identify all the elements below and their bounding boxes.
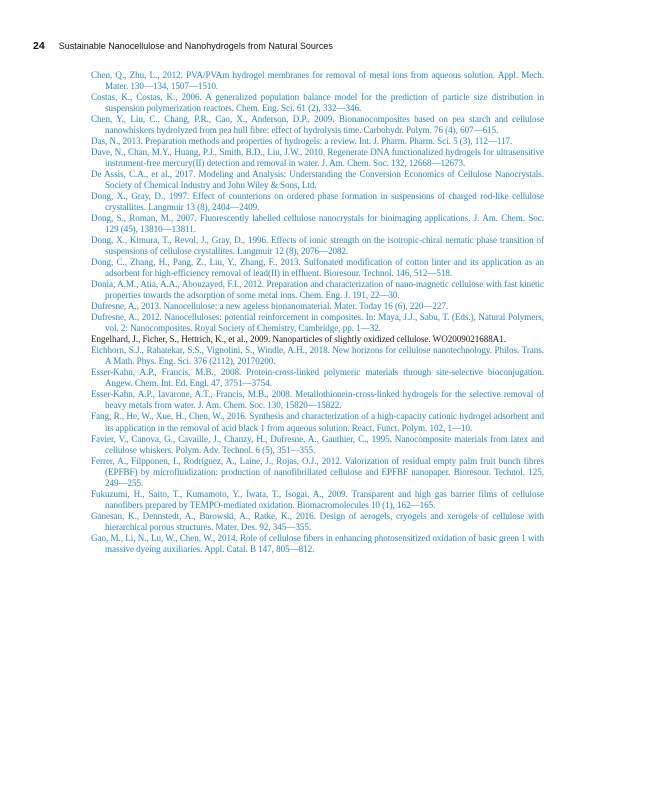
reference-entry[interactable]: De Assis, C.A., et al., 2017. Modeling and Analysis: Understanding the Conversion Economics of Cellulose Nanocrystals. Society of Chemical Industry and John Wiley & Sons, Ltd. [91, 169, 544, 191]
reference-entry[interactable]: Dong, C., Zhang, H., Pang, Z., Liu, Y., Zhang, F., 2013. Sulfonated modification of cotton linter and its application as an adsorbent for high-efficiency removal of lead(II) in effluent. Bioresour. Technol. 146, 512—518. [91, 257, 544, 279]
reference-entry[interactable]: Das, N., 2013. Preparation methods and properties of hydrogels: a review. Int. J. Pharm. Pharm. Sci. 5 (3), 112—117. [91, 136, 513, 147]
reference-entry[interactable]: Dufresne, A., 2013. Nanocellulose: a new ageless bionanomaterial. Mater. Today 16 (6), 220—227. [91, 301, 449, 312]
reference-entry[interactable]: Dong, X., Kimura, T., Revol, J., Gray, D., 1996. Effects of ionic strength on the isotropic-chiral nematic phase transition of suspensions of cellulose crystallites. Langmuir 12 (8), 2076—2082. [91, 235, 544, 257]
reference-entry[interactable]: Dong, S., Roman, M., 2007. Fluorescently labelled cellulose nanocrystals for bioimaging applications. J. Am. Chem. Soc. 129 (45), 13810—13811. [91, 213, 544, 235]
reference-entry: Engelhard, J., Ficher, S., Hettrich, K., et al., 2009. Nanoparticles of slightly oxidized cellulose. WO2009021688A1. [91, 334, 506, 345]
running-header [33, 40, 593, 52]
reference-entry[interactable]: Chen, Y., Liu, C., Chang, P.R., Cao, X., Anderson, D.P., 2009. Bionanocomposites based on pea starch and cellulose nanowhiskers hydrolyzed from pea hull fibre: effect of hydrolysis time. Carbohydr. Polym. 76 (4), 607—615. [91, 114, 544, 136]
page-number: 24 [33, 40, 45, 52]
reference-entry[interactable]: Esser-Kahn, A.P., Francis, M.B., 2008. Protein-cross-linked polymeric materials through site-selective bioconjugation. Angew. Chem. Int. Ed. Engl. 47, 3751—3754. [91, 367, 544, 389]
reference-entry[interactable]: Eichhorn, S.J., Rahatekar, S.S., Vignolini, S., Windle, A.H., 2018. New horizons for cellulose nanotechnology. Philos. Trans. A Math. Phys. Eng. Sci. 376 (2112), 20170200. [91, 345, 544, 367]
reference-entry[interactable]: Esser-Kahn, A.P., Iavarone, A.T., Francis, M.B., 2008. Metallothionein-cross-linked hydrogels for the selective removal of heavy metals from water. J. Am. Chem. Soc. 130, 15820—15822. [91, 389, 544, 411]
reference-entry[interactable]: Dufresne, A., 2012. Nanocelluloses: potential reinforcement in composites. In: Maya, J.J., Sabu, T. (Eds.), Natural Polymers, vol. 2: Nanocomposites. Royal Society of Chemistry, Cambridge, pp. 1—32. [91, 312, 544, 334]
reference-list [91, 70, 544, 555]
reference-entry[interactable]: Dong, X., Gray, D., 1997. Effect of counterions on ordered phase formation in suspensions of charged rod-like cellulose crystallites. Langmuir 13 (8), 2404—2409. [91, 191, 544, 213]
reference-entry[interactable]: Chen, Q., Zhu, L., 2012. PVA/PVAm hydrogel membranes for removal of metal ions from aqueous solution. Appl. Mech. Mater. 130—134, 1507—1510. [91, 70, 544, 92]
running-title: Sustainable Nanocellulose and Nanohydrogels from Natural Sources [58, 41, 333, 51]
reference-entry[interactable]: Dave, N., Chan, M.Y., Huang, P.J., Smith, B.D., Liu, J.W., 2010. Regenerate DNA functionalized hydrogels for ultrasensitive instrument-free mercury(II) detection and removal in water. J. Am. Chem. Soc. 132, 12668—12673. [91, 147, 544, 169]
reference-entry[interactable]: Ferrer, A., Filpponen, I., Rodríguez, A., Laine, J., Rojas, O.J., 2012. Valorization of residual empty palm fruit bunch fibres (EPFBF) by microfluidization: production of nanofibrillated cellulose and EPFBF nanopaper. Bioresour. Technol. 125, 249—255. [91, 455, 544, 488]
reference-entry[interactable]: Favier, V., Canova, G., Cavaille, J., Chanzy, H., Dufresne, A., Gauthier, C., 1995. Nanocomposite materials from latex and cellulose whiskers. Polym. Adv. Technol. 6 (5), 351—355. [91, 433, 544, 455]
reference-entry[interactable]: Fukuzumi, H., Saito, T., Kumamoto, Y., Iwata, T., Isogai, A., 2009. Transparent and high gas barrier films of cellulose nanofibers prepared by TEMPO-mediated oxidation. Biomacromolecules 10 (1), 162—165. [91, 488, 544, 510]
reference-entry[interactable]: Gao, M., Li, N., Lu, W., Chen, W., 2014. Role of cellulose fibers in enhancing photosensitized oxidation of basic green 1 with massive dyeing auxiliaries. Appl. Catal. B 147, 805—812. [91, 532, 544, 554]
reference-entry[interactable]: Costas, K., Costas, K., 2006. A generalized population balance model for the prediction of particle size distribution in suspension polymerization reactors. Chem. Eng. Sci. 61 (2), 332—346. [91, 92, 544, 114]
reference-entry[interactable]: Donia, A.M., Atia, A.A., Abouzayed, F.I., 2012. Preparation and characterization of nano-magnetic cellulose with fast kinetic properties towards the adsorption of some metal ions. Chem. Eng. J. 191, 22—30. [91, 279, 544, 301]
reference-entry[interactable]: Ganesan, K., Dennstedt, A., Barowski, A., Ratke, K., 2016. Design of aerogels, cryogels and xerogels of cellulose with hierarchical porous structures. Mater. Des. 92, 345—355. [91, 510, 544, 532]
reference-entry[interactable]: Fang, R., He, W., Xue, H., Chen, W., 2016. Synthesis and characterization of a high-capacity cationic hydrogel adsorbent and its application in the removal of acid black 1 from aqueous solution. React. Funct. Polym. 102, 1—10. [91, 411, 544, 433]
